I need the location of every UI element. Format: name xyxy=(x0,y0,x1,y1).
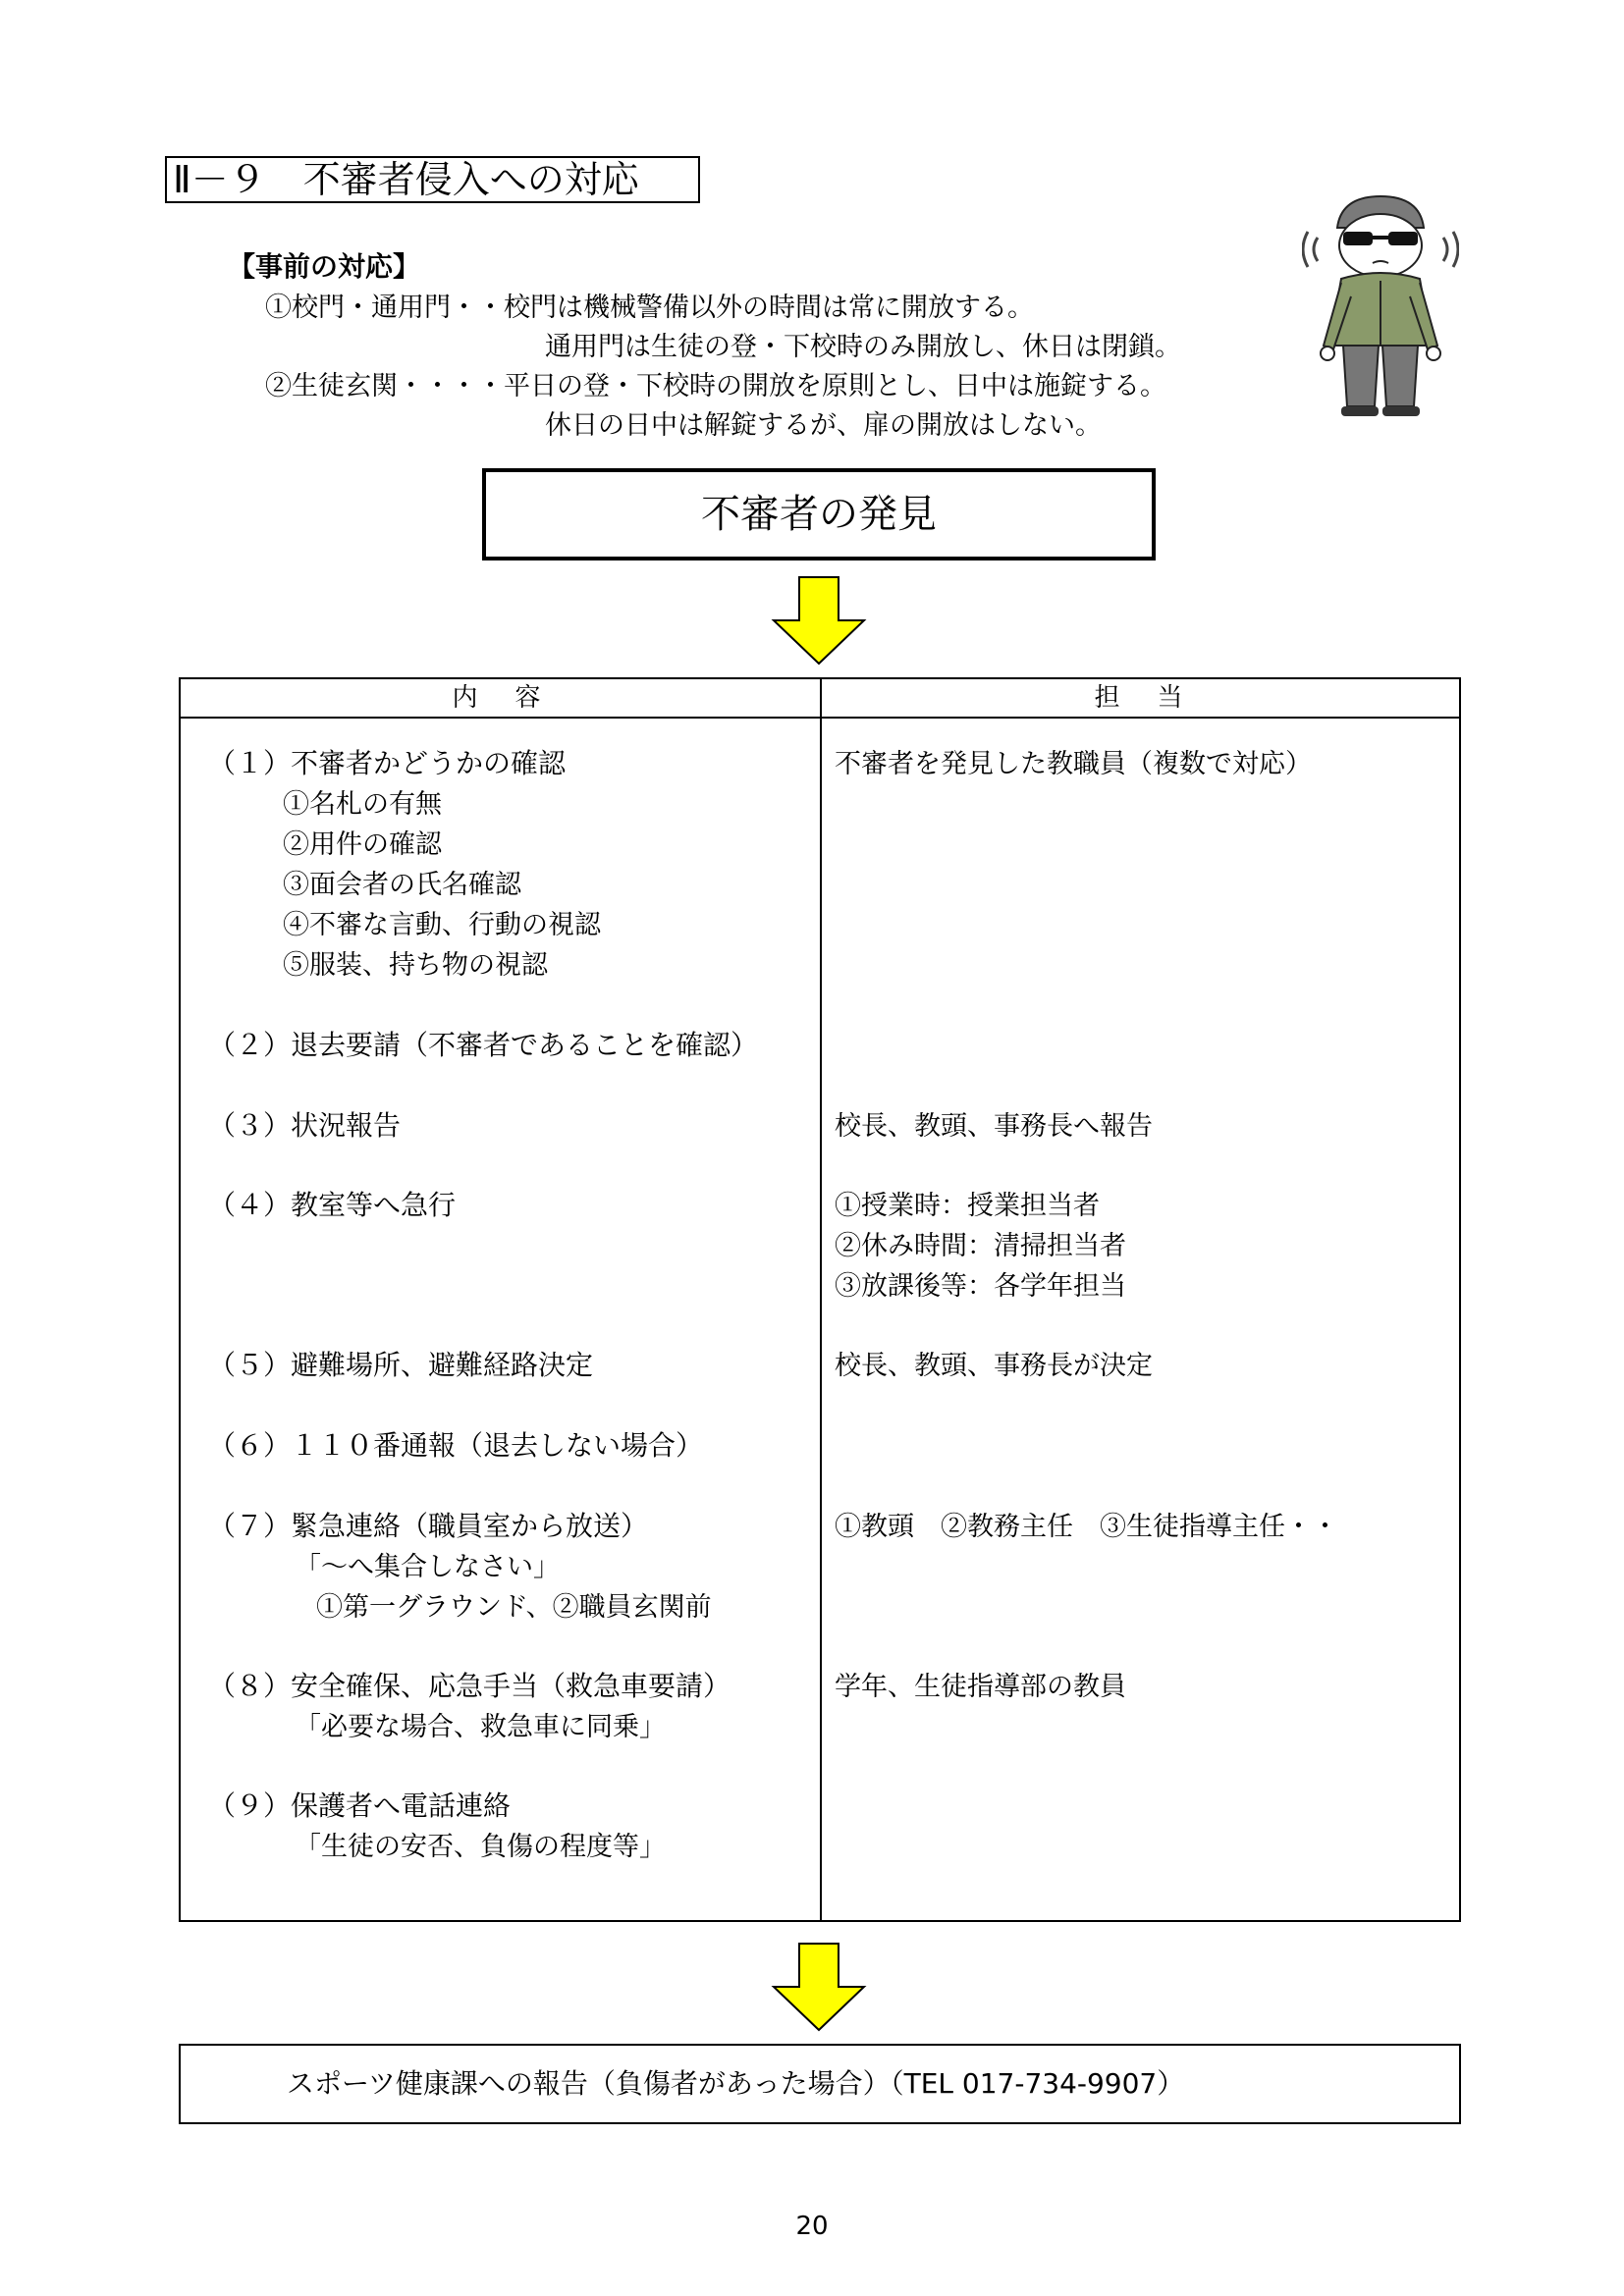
item-1-sub-2: ②用件の確認 xyxy=(283,829,442,860)
table-column-divider xyxy=(820,677,822,1922)
table-header-tanto: 担 当 xyxy=(1094,683,1189,713)
table-header-content: 内 容 xyxy=(452,683,547,713)
item-4-tanto-1: ①授業時：授業担当者 xyxy=(835,1191,1100,1221)
item-3-tanto: 校長、教頭、事務長へ報告 xyxy=(835,1111,1153,1142)
discovery-box: 不審者の発見 xyxy=(482,468,1156,561)
table-row-item-1-label: （１）不審者かどうかの確認 xyxy=(208,747,567,779)
prior-line-2: 通用門は生徒の登・下校時のみ開放し、休日は閉鎖。 xyxy=(545,332,1181,362)
item-4-tanto-3: ③放課後等：各学年担当 xyxy=(835,1271,1126,1302)
item-8-tanto: 学年、生徒指導部の教員 xyxy=(835,1672,1126,1702)
page-title: Ⅱ－９ 不審者侵入への対応 xyxy=(165,156,700,203)
item-7-tanto: ①教頭 ②教務主任 ③生徒指導主任・・ xyxy=(835,1512,1338,1542)
item-8-sub-1: 「必要な場合、救急車に同乗」 xyxy=(295,1712,666,1742)
prior-measures-heading: 【事前の対応】 xyxy=(228,250,421,283)
suspicious-person-illustration xyxy=(1302,188,1459,420)
item-1-sub-3: ③面会者の氏名確認 xyxy=(283,870,521,900)
report-box: スポーツ健康課への報告（負傷者があった場合）（TEL 017-734-9907） xyxy=(179,2044,1461,2124)
item-7-sub-1: 「～へ集合しなさい」 xyxy=(295,1552,560,1582)
item-4-tanto-2: ②休み時間：清掃担当者 xyxy=(835,1231,1126,1261)
item-1-sub-5: ⑤服装、持ち物の視認 xyxy=(283,950,548,981)
item-1-sub-1: ①名札の有無 xyxy=(283,789,442,820)
table-row-item-4-label: （４）教室等へ急行 xyxy=(208,1189,457,1221)
item-5-tanto: 校長、教頭、事務長が決定 xyxy=(835,1351,1153,1381)
page-number: 20 xyxy=(795,2212,829,2241)
down-arrow-icon xyxy=(770,1942,868,2034)
table-header-divider xyxy=(179,717,1461,719)
item-9-sub-1: 「生徒の安否、負傷の程度等」 xyxy=(295,1832,666,1862)
down-arrow-icon xyxy=(770,575,868,667)
prior-line-1: ①校門・通用門・・校門は機械警備以外の時間は常に開放する。 xyxy=(265,293,1034,323)
table-row-item-7-label: （７）緊急連絡（職員室から放送） xyxy=(208,1510,649,1542)
table-row-item-3-label: （３）状況報告 xyxy=(208,1109,402,1142)
table-row-item-2-label: （２）退去要請（不審者であることを確認） xyxy=(208,1029,759,1061)
item-7-sub-2: ①第一グラウンド、②職員玄関前 xyxy=(316,1592,712,1623)
item-1-tanto: 不審者を発見した教職員（複数で対応） xyxy=(835,749,1312,779)
table-row-item-6-label: （６）１１０番通報（退去しない場合） xyxy=(208,1429,704,1462)
table-row-item-5-label: （５）避難場所、避難経路決定 xyxy=(208,1349,594,1381)
table-row-item-9-label: （９）保護者へ電話連絡 xyxy=(208,1789,512,1822)
item-1-sub-4: ④不審な言動、行動の視認 xyxy=(283,910,601,940)
prior-line-3: ②生徒玄関・・・・平日の登・下校時の開放を原則とし、日中は施錠する。 xyxy=(265,371,1166,401)
table-row-item-8-label: （８）安全確保、応急手当（救急車要請） xyxy=(208,1670,731,1702)
prior-line-4: 休日の日中は解錠するが、扉の開放はしない。 xyxy=(545,410,1102,441)
